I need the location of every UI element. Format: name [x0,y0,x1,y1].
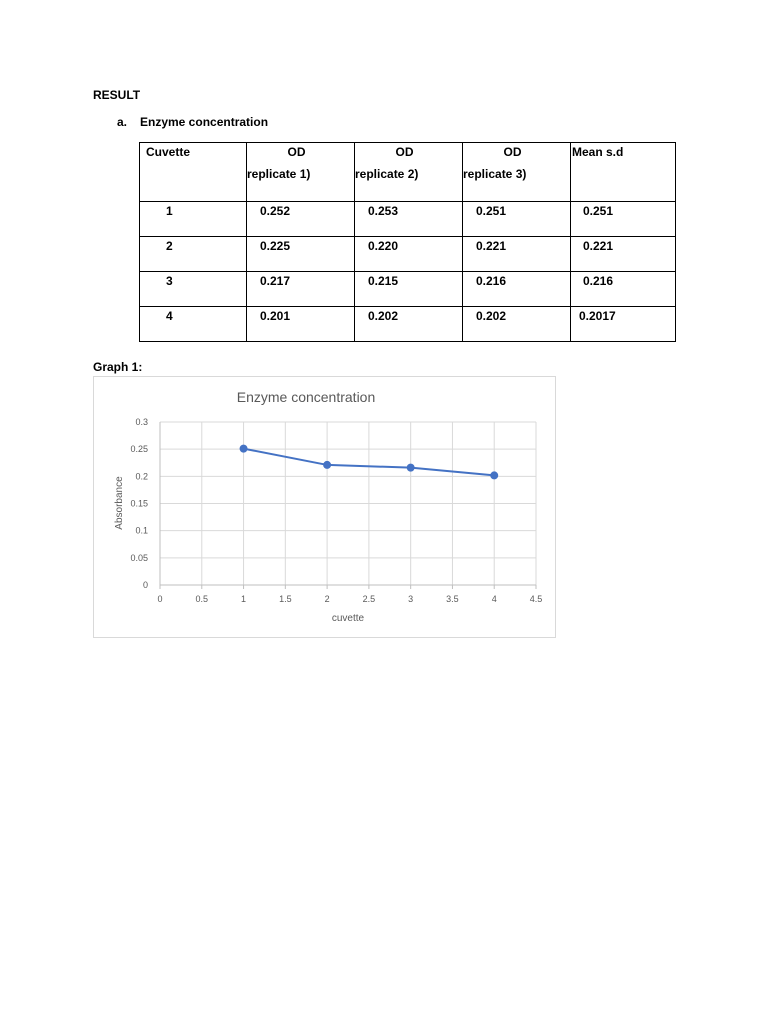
header-replicate-1: replicate 1) [247,167,311,181]
x-tick-label: 3 [408,594,414,604]
mean-value: 0.251 [583,204,614,218]
cuvette-value: 3 [166,274,173,288]
table-cell [247,307,355,342]
data-point [240,445,247,452]
grid-lines [160,422,536,585]
cuvette-value: 1 [166,204,173,218]
data-point [324,461,331,468]
od-value: 0.225 [260,239,291,253]
mean-value: 0.2017 [579,309,616,323]
subheading-text: Enzyme concentration [140,115,269,129]
tick-labels [130,417,542,604]
y-tick-label: 0.25 [130,444,148,455]
table-cell [140,237,247,272]
table-cell [355,307,463,342]
header-cell [247,143,355,202]
header-od-3: OD [503,145,522,159]
y-axis-label: Absorbance [114,476,125,530]
data-point [407,464,414,471]
x-tick-label: 1 [241,594,247,604]
table-cell [140,202,247,237]
table-row [140,272,676,307]
y-tick-label: 0.1 [135,525,148,536]
list-marker: a. [117,115,128,129]
y-tick-label: 0 [142,580,148,590]
od-value: 0.216 [476,274,507,288]
table-cell [247,202,355,237]
table-cell [571,307,676,342]
table-cell [355,272,463,307]
table-cell [571,202,676,237]
section-heading: RESULT [93,88,141,102]
table-cell [140,272,247,307]
od-value: 0.202 [368,309,399,323]
header-cell [571,143,676,202]
header-cell [355,143,463,202]
table-cell [140,307,247,342]
y-tick-label: 0.2 [135,471,148,482]
od-value: 0.215 [368,274,399,288]
x-tick-label: 0 [157,594,163,604]
table-cell [247,272,355,307]
header-replicate-3: replicate 3) [463,167,527,181]
header-mean: Mean s.d [572,145,624,159]
od-value: 0.202 [476,309,507,323]
subheading [117,115,268,129]
table-header-row [140,143,676,202]
x-axis-label: cuvette [331,613,365,624]
cuvette-value: 2 [166,239,173,253]
x-tick-label: 3.5 [446,594,459,604]
od-value: 0.252 [260,204,291,218]
y-tick-label: 0.05 [130,552,148,563]
y-tick-label: 0.15 [130,498,148,509]
header-cuvette: Cuvette [146,145,191,159]
x-tick-label: 1.5 [279,594,292,604]
table-row [140,237,676,272]
header-od-2: OD [395,145,414,159]
header-cell [463,143,571,202]
x-tick-label: 4.5 [529,594,543,604]
x-tick-label: 0.5 [195,594,209,604]
od-value: 0.251 [476,204,507,218]
header-cell [140,143,247,202]
cuvette-value: 4 [166,309,173,323]
od-value: 0.221 [476,239,507,253]
od-value: 0.217 [260,274,291,288]
y-tick-label: 0.3 [135,417,148,427]
data-point [491,472,498,479]
mean-value: 0.216 [583,274,614,288]
header-od-1: OD [287,145,306,159]
results-table [139,142,676,342]
table-cell [355,202,463,237]
table-cell [463,237,571,272]
table-cell [247,237,355,272]
table-row [140,202,676,237]
table-cell [463,272,571,307]
od-value: 0.253 [368,204,399,218]
axes [160,422,536,589]
table-cell [463,307,571,342]
mean-value: 0.221 [583,239,614,253]
graph-label: Graph 1: [93,360,143,374]
chart-title: Enzyme concentration [236,389,376,405]
od-value: 0.201 [260,309,291,323]
chart-frame [93,376,556,638]
table-cell [355,237,463,272]
x-tick-label: 4 [491,594,497,604]
table-cell [463,202,571,237]
table-cell [571,237,676,272]
x-tick-label: 2 [324,594,330,604]
od-value: 0.220 [368,239,399,253]
table-row [140,307,676,342]
header-replicate-2: replicate 2) [355,167,419,181]
line-chart [94,377,557,639]
table-cell [571,272,676,307]
x-tick-label: 2.5 [362,594,376,604]
